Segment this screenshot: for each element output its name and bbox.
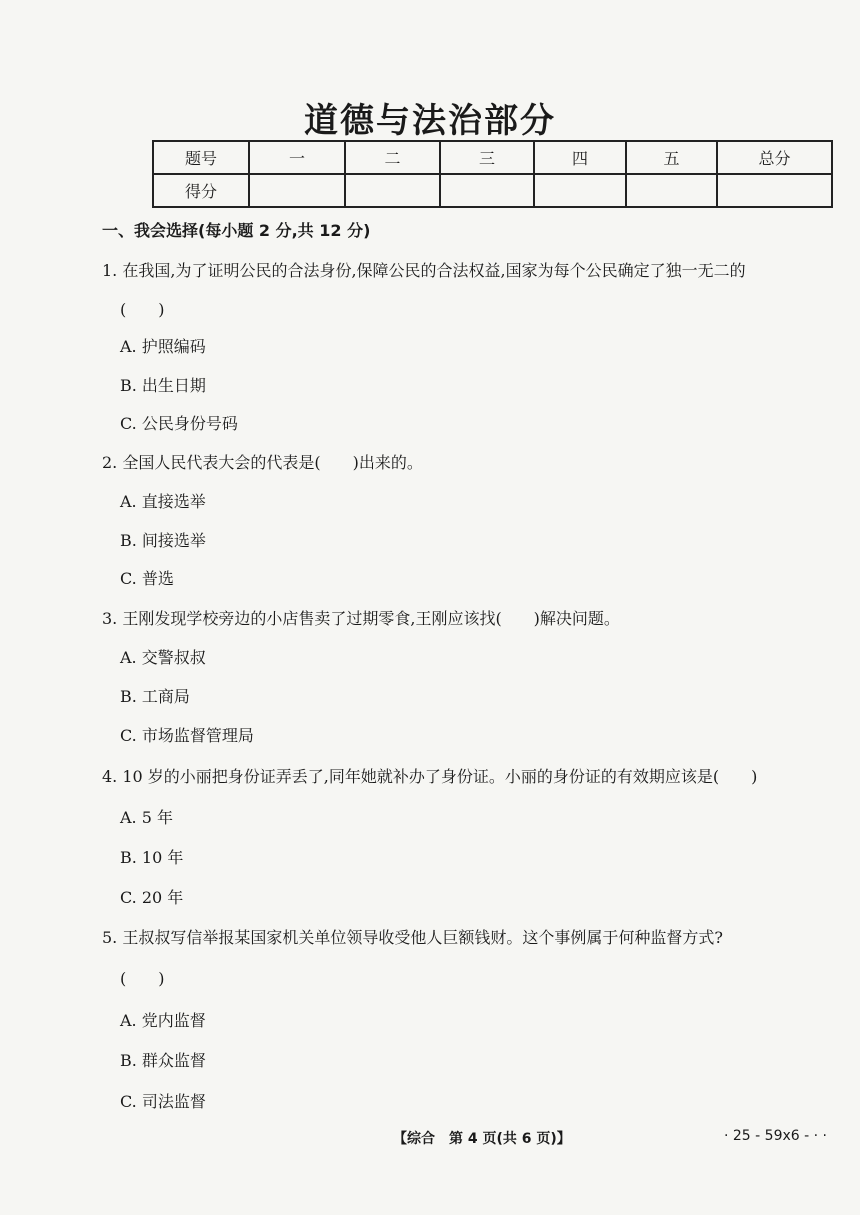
option-4a: A. 5 年 xyxy=(120,808,173,827)
score-table-header-cell: 五 xyxy=(626,141,717,174)
score-cell[interactable] xyxy=(440,174,534,207)
question-4: 4. 10 岁的小丽把身份证弄丢了,同年她就补办了身份证。小丽的身份证的有效期应该是( ) xyxy=(102,767,758,786)
question-3: 3. 王刚发现学校旁边的小店售卖了过期零食,王刚应该找( )解决问题。 xyxy=(102,609,620,628)
question-2: 2. 全国人民代表大会的代表是( )出来的。 xyxy=(102,453,423,472)
score-cell[interactable] xyxy=(534,174,626,207)
score-table-header-cell: 一 xyxy=(249,141,345,174)
option-1c: C. 公民身份号码 xyxy=(120,414,238,433)
score-cell[interactable] xyxy=(345,174,440,207)
option-1b: B. 出生日期 xyxy=(120,376,206,395)
page-footer: 【综合 第 4 页(共 6 页)】 xyxy=(393,1131,571,1147)
question-5: 5. 王叔叔写信举报某国家机关单位领导收受他人巨额钱财。这个事例属于何种监督方式? xyxy=(102,928,723,947)
score-table-header-cell: 二 xyxy=(345,141,440,174)
option-5a: A. 党内监督 xyxy=(120,1011,206,1030)
score-table xyxy=(152,140,833,208)
answer-paren-1[interactable]: ( ) xyxy=(120,300,165,319)
option-5b: B. 群众监督 xyxy=(120,1051,206,1070)
score-table-score-row xyxy=(153,174,832,207)
option-3b: B. 工商局 xyxy=(120,687,190,706)
option-4b: B. 10 年 xyxy=(120,848,184,867)
score-table-header-cell: 三 xyxy=(440,141,534,174)
score-table-header-cell: 题号 xyxy=(153,141,249,174)
answer-paren-5[interactable]: ( ) xyxy=(120,969,165,988)
option-2a: A. 直接选举 xyxy=(120,492,206,511)
score-cell[interactable] xyxy=(249,174,345,207)
section-heading: 一、我会选择(每小题 2 分,共 12 分) xyxy=(102,221,371,240)
option-3a: A. 交警叔叔 xyxy=(120,648,206,667)
option-2b: B. 间接选举 xyxy=(120,531,206,550)
option-5c: C. 司法监督 xyxy=(120,1092,206,1111)
option-1a: A. 护照编码 xyxy=(120,337,206,356)
page-code: · 25 - 59x6 - · · xyxy=(724,1128,827,1144)
question-1: 1. 在我国,为了证明公民的合法身份,保障公民的合法权益,国家为每个公民确定了独一无二的 xyxy=(102,261,746,280)
score-table-header-row xyxy=(153,141,832,174)
option-2c: C. 普选 xyxy=(120,569,174,588)
score-row-label: 得分 xyxy=(153,174,249,207)
option-4c: C. 20 年 xyxy=(120,888,184,907)
score-cell[interactable] xyxy=(717,174,832,207)
option-3c: C. 市场监督管理局 xyxy=(120,726,254,745)
score-cell[interactable] xyxy=(626,174,717,207)
page-title: 道德与法治部分 xyxy=(304,101,556,141)
score-table-header-cell: 四 xyxy=(534,141,626,174)
score-table-header-cell: 总分 xyxy=(717,141,832,174)
